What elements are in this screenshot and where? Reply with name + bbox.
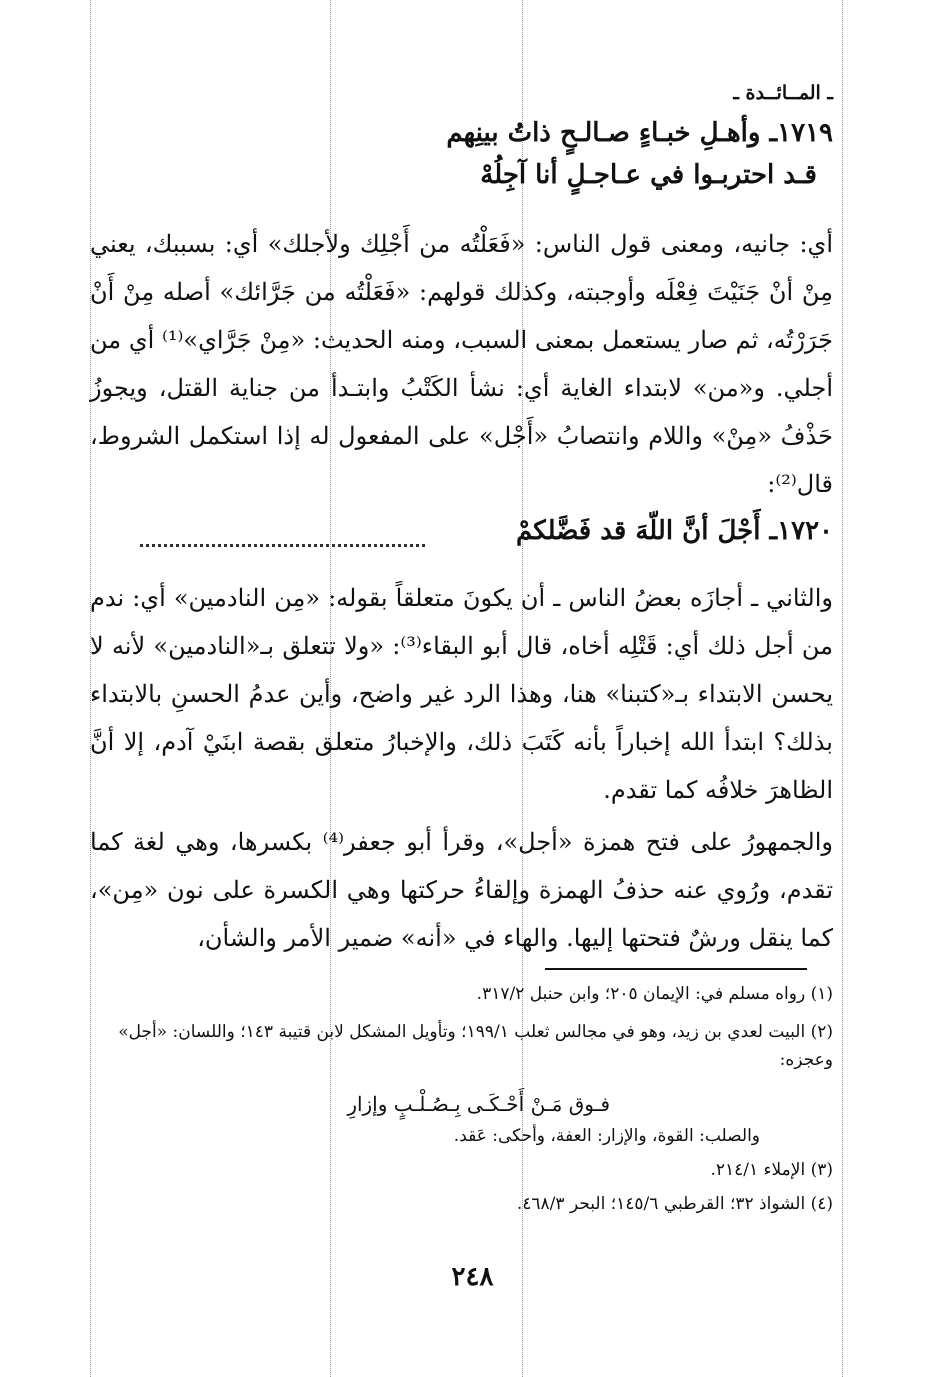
footnote-4: (٤) الشواذ ٣٢؛ القرطبي ١٤٥/٦؛ البحر ٤٦٨/٣. — [516, 1194, 833, 1214]
paragraph-2: والثاني ـ أجازَه بعضُ الناس ـ أن يكونَ متعلقاً بقوله: «مِن النادمين» أي: ندم من أجل ذلك أي: قَتْلِه أخاه، قال أبو البقاء⁽³⁾: «ولا تتعلق بـ«النادمين» لأنه لا يحسن الابتداء بـ«كتبنا» هنا، وهذا الرد غير واضح، وأين عدمُ الحسنِ بالابتداء بذلك؟ ابتدأ الله إخباراً بأنه كَتَبَ ذلك، والإخبارُ متعلق بقصة ابنَيْ آدم، إلا أنَّ الظاهرَ خلافُه كما تقدم. — [90, 584, 834, 804]
footnote-2-verse: فـوق مَـنْ أَحْـكَـى بِـصُـلْـبٍ وإزارِ — [347, 1092, 610, 1116]
paragraph-1: أي: جانيه، ومعنى قول الناس: «فَعَلْتُه من أَجْلِك ولأجلك» أي: بسببك، يعني مِنْ أنْ جَنَيْتَ فِعْلَه وأوجبته، وكذلك قولهم: «فَعَلْتُه من جَرَّائك» أصله مِنْ أَنْ جَرَرْتُه، ثم صار يستعمل بمعنى السبب، ومنه الحديث: «مِنْ جَرَّاي»⁽¹⁾ أي من أجلي. و«من» لابتداء الغاية أي: نشأ الكَتْبُ وابتـدأ من جناية القتل، ويجوزُ حَذْفُ «مِنْ» واللام وانتصابُ «أَجْل» على المفعول له إذا استكمل الشروط، قال⁽²⁾: — [90, 230, 834, 498]
footnote-1: (١) رواه مسلم في: الإيمان ٢٠٥؛ وابن حنبل ٣١٧/٢. — [476, 984, 833, 1004]
footnote-separator — [545, 968, 807, 970]
verse-missing-hemistich-dots — [140, 544, 425, 547]
footnote-2: (٢) البيت لعدي بن زيد، وهو في مجالس ثعلب ١٩٩/١؛ وتأويل المشكل لابن قتيبة ١٤٣؛ واللسان: «أجل» وعجزه: — [118, 1022, 833, 1070]
verse-1720: ١٧٢٠ـ أَجْلَ أنَّ اللّهَ قد فَضَّلكمْ — [515, 516, 833, 546]
page-number: ٢٤٨ — [451, 1262, 494, 1292]
verse-1719-line1: ١٧١٩ـ وأهـلِ خبـاءٍ صـالـحٍ ذاتُ بينِهم — [446, 118, 833, 148]
scan-line — [842, 0, 843, 1377]
footnote-2-gloss: والصلب: القوة، والإزار: العفة، وأحكى: عَقد. — [453, 1126, 760, 1146]
footnote-3: (٣) الإملاء ٢١٤/١. — [710, 1160, 833, 1180]
running-header: ـ المــائــدة ـ — [733, 82, 833, 104]
verse-1719-line2: قـد احتربـوا في عـاجـلٍ أنا آجِلُهْ — [480, 160, 817, 190]
paragraph-3: والجمهورُ على فتح همزة «أجل»، وقرأ أبو جعفر⁽⁴⁾ بكسرها، وهي لغة كما تقدم، ورُوي عنه حذفُ الهمزة وإلقاءُ حركتها وهي الكسرة على نون «مِن»، كما ينقل ورشٌ فتحتها إليها. والهاء في «أنه» ضمير الأمر والشأن، — [90, 828, 833, 952]
